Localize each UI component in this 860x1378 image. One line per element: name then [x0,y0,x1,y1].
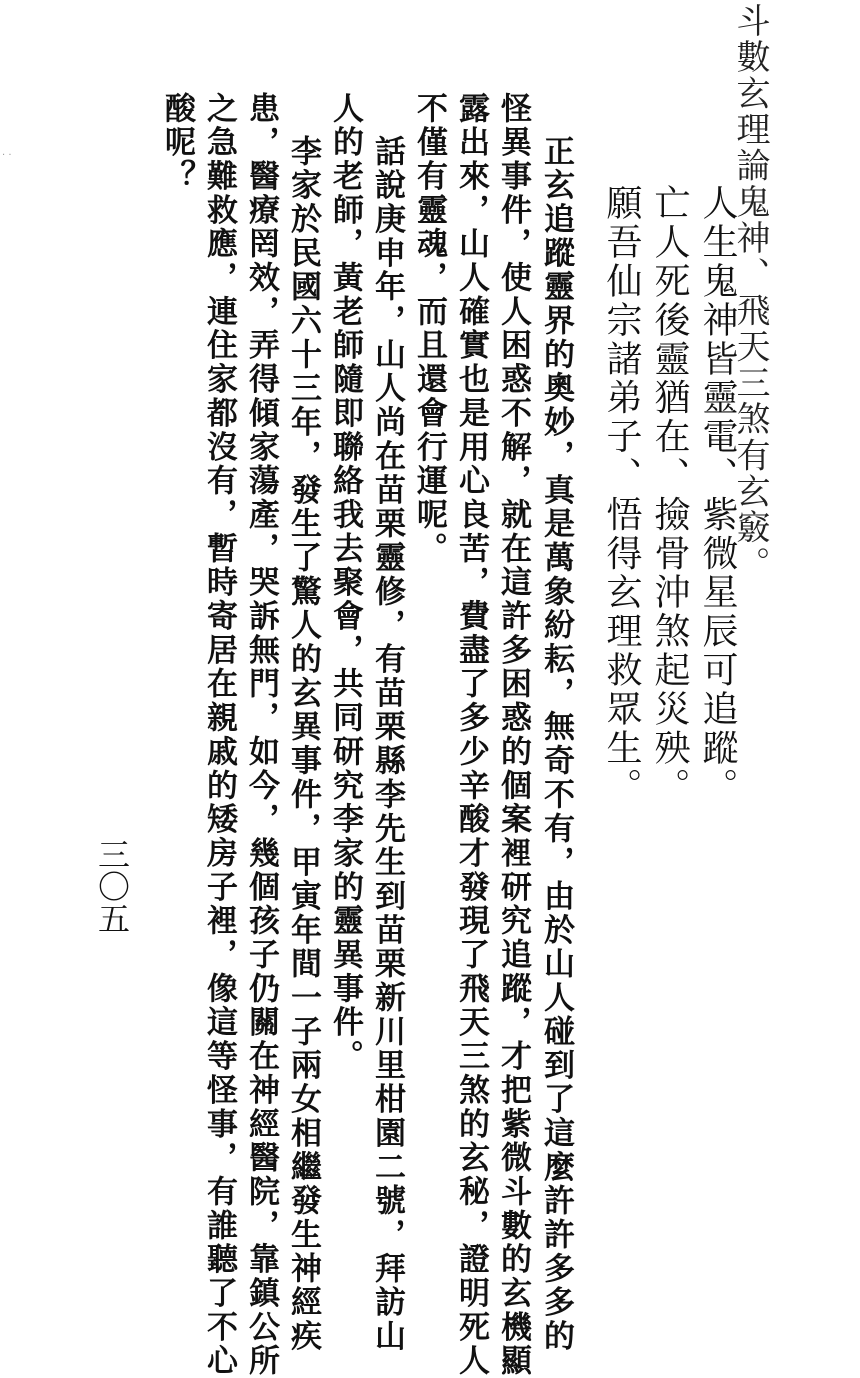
body-column-5: 話說庚申年，山人尚在苗栗靈修，有苗栗縣李先生到苗栗新川里柑園二號，拜訪山 [369,135,405,1354]
body-column-9: 之急難救應，連住家都沒有，暫時寄居在親戚的矮房子裡，像這等怪事，有誰聽了不心 [201,92,237,1378]
body-column-8: 患，醫療罔效，弄得傾家蕩產，哭訴無門，如今，幾個孩子仍關在神經醫院，靠鎮公所 [243,92,279,1378]
body-column-3: 露出來，山人確實也是用心良苦，費盡了多少辛酸才發現了飛天三煞的玄秘，證明死人 [453,92,489,1378]
poem-line-2: 人生鬼神皆靈電、紫微星辰可追蹤。 [697,184,738,807]
poem-line-3: 亡人死後靈猶在、撿骨沖煞起災殃。 [649,184,690,807]
body-column-1: 正玄追蹤靈界的奧妙，真是萬象紛耘，無奇不有，由於山人碰到了這麼許許多多的 [538,135,574,1354]
poem-line-1: 斗數玄理論鬼神、飛天三煞有玄竅。 [730,3,770,583]
body-column-7: 李家於民國六十三年，發生了驚人的玄異事件，甲寅年間一子兩女相繼發生神經疾 [285,135,321,1354]
page-number: 三〇五 [93,838,131,934]
body-column-10: 酸呢？ [159,92,195,194]
body-column-4: 不僅有靈魂，而且還會行運呢。 [411,92,447,566]
poem-line-4: 願吾仙宗諸弟子、悟得玄理救眾生。 [601,184,642,807]
scan-speck-decoration: · · [2,150,12,161]
body-column-2: 怪異事件，使人困惑不解，就在這許多困惑的個案裡研究追蹤，才把紫微斗數的玄機顯 [495,92,531,1378]
body-column-6: 人的老師，黃老師隨即聯絡我去聚會，共同研究李家的靈異事件。 [327,92,363,1074]
